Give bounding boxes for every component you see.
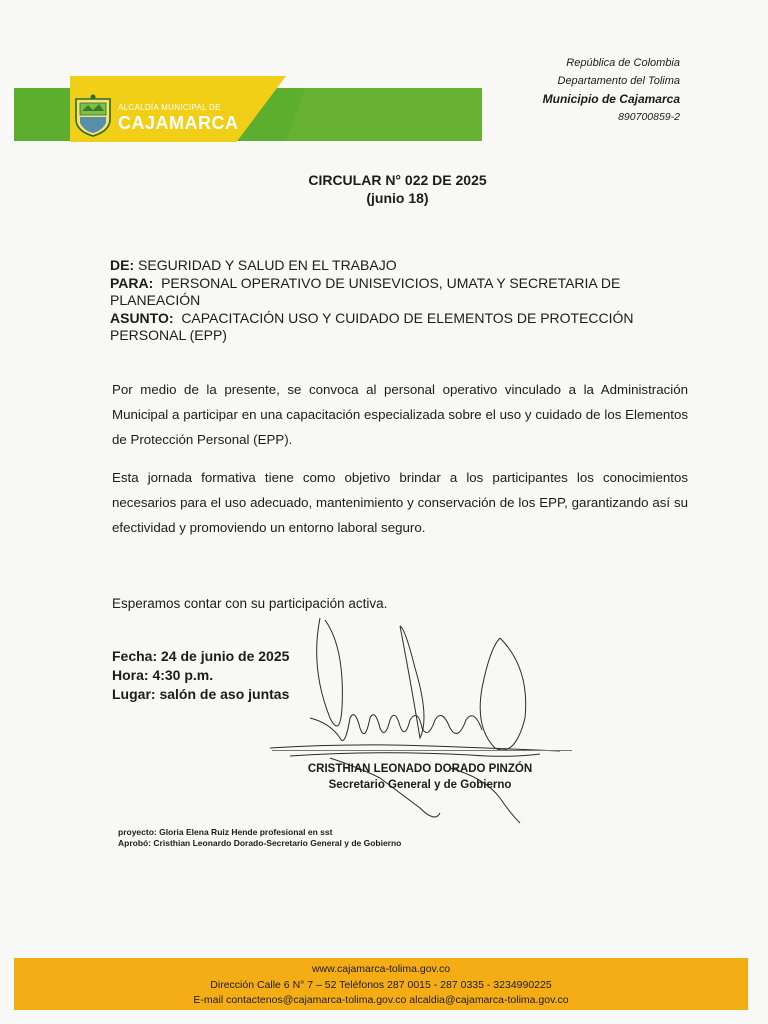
signer-role: Secretario General y de Gobierno	[328, 779, 512, 791]
to-label: PARA:	[110, 274, 154, 291]
country-line: República de Colombia	[566, 57, 680, 69]
from-field	[110, 257, 670, 275]
footer-contact-band	[14, 958, 748, 1010]
subject-field	[110, 310, 670, 345]
circular-date: (junio 18)	[366, 190, 429, 206]
circular-title	[0, 171, 768, 207]
event-details	[112, 647, 289, 704]
body-paragraph-3: Esperamos contar con su participación activa.	[112, 596, 388, 611]
header-green-band-end	[286, 88, 482, 141]
subject-value: CAPACITACIÓN USO Y CUIDADO DE ELEMENTOS DE PROTECCIÓN PERSONAL (EPP)	[110, 309, 634, 343]
circular-number: CIRCULAR N° 022 DE 2025	[308, 172, 487, 188]
event-date: Fecha: 24 de junio de 2025	[112, 648, 290, 664]
footer-email: E-mail contactenos@cajamarca-tolima.gov.co alcaldia@cajamarca-tolima.gov.co	[193, 994, 569, 1006]
signer-name: CRISTHIAN LEONADO DORADO PINZÓN	[307, 763, 533, 775]
letterhead-address	[543, 54, 680, 126]
event-time: Hora: 4:30 p.m.	[112, 667, 214, 683]
circular-header-fields	[110, 257, 670, 345]
handwritten-signature	[270, 608, 560, 833]
projected-by: proyecto: Gloria Elena Ruiz Hende profesional en sst	[118, 827, 333, 837]
approved-by: Aprobó: Cristhian Leonardo Dorado-Secretario General y de Gobierno	[118, 838, 402, 848]
body-paragraph-1: Por medio de la presente, se convoca al personal operativo vinculado a la Administración Municipal a participar en una capacitación especializada sobre el uso y cuidado de los Elementos de Protección Personal (EPP).	[112, 382, 688, 447]
municipality-line: Municipio de Cajamarca	[542, 92, 680, 106]
from-label: DE:	[110, 257, 135, 273]
footer-address: Dirección Calle 6 N° 7 – 52 Teléfonos 287 0015 - 287 0335 - 3234990225	[210, 978, 552, 991]
subject-label: ASUNTO:	[110, 309, 174, 326]
signature-line	[272, 750, 572, 751]
event-place: Lugar: salón de aso juntas	[112, 686, 290, 702]
nit-line: 890700859-2	[618, 111, 680, 123]
to-value: PERSONAL OPERATIVO DE UNISEVICIOS, UMATA Y SECRETARIA DE PLANEACIÓN	[110, 274, 621, 308]
brand-subtitle: ALCALDÍA MUNICIPAL DE	[118, 103, 221, 112]
from-value: SEGURIDAD Y SALUD EN EL TRABAJO	[138, 257, 397, 273]
footer-website: www.cajamarca-tolima.gov.co	[311, 963, 451, 975]
body-paragraph-2: Esta jornada formativa tiene como objetivo brindar a los participantes los conocimientos necesarios para el uso adecuado, mantenimiento y conservación de los EPP, garantizando así su efectividad y promoviendo un entorno laboral seguro.	[112, 470, 688, 535]
brand-title: CAJAMARCA	[118, 113, 239, 133]
to-field	[110, 275, 670, 310]
municipal-seal-icon	[72, 93, 114, 137]
approval-notes	[118, 827, 401, 849]
signer-block	[275, 761, 565, 793]
department-line: Departamento del Tolima	[557, 75, 680, 87]
